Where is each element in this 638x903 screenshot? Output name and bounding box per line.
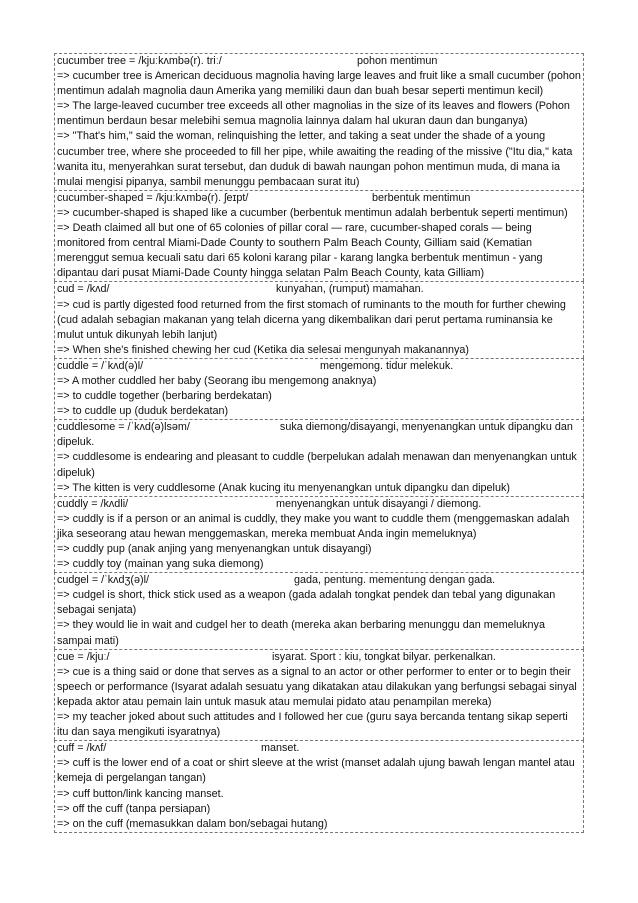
entry-cucumber-shaped	[54, 190, 584, 282]
example-line: => cuddly is if a person or an animal is cuddly, they make you want to cuddle them (menggemaskan adalah jika seseorang atau hewan menggemaskan, mereka membuat Anda ingin memeluknya)	[57, 512, 570, 540]
headword: cud = /kʌd/	[57, 283, 110, 296]
entry-cue	[54, 649, 584, 741]
example-line: => The kitten is very cuddlesome (Anak kucing itu menyenangkan untuk dipangku dan dipeluk)	[57, 481, 510, 494]
headword: cuddlesome = /ˈkʌd(ə)lsəm/	[57, 421, 190, 434]
headword: cuddle = /ˈkʌd(ə)l/	[57, 359, 144, 372]
example-line: => cuddly toy (mainan yang suka diemong)	[57, 558, 264, 571]
entry-head	[57, 650, 581, 665]
entry-cuddly	[54, 496, 584, 572]
translation: menyenangkan untuk disayangi / diemong.	[276, 497, 482, 510]
headword: cudgel = /ˈkʌdʒ(ə)l/	[57, 574, 149, 587]
example-line: => cud is partly digested food returned from the first stomach of ruminants to the mouth for further chewing (cud adalah sebagian makanan yang telah dicerna yang dikembalikan dari perut pertama ruminansia ke mulut untuk dikunyah lebih lanjut)	[57, 298, 566, 341]
example-line: => The large-leaved cucumber tree exceeds all other magnolias in the size of its leaves and flowers (Pohon mentimun berdaun besar melebihi semua magnolia lainnya dalam hal ukuran daun dan bunganya)	[57, 100, 570, 128]
example-line: => cuddly pup (anak anjing yang menyenangkan untuk disayangi)	[57, 543, 372, 555]
example-line: => Death claimed all but one of 65 colonies of pillar coral — rare, cucumber-shaped corals — being monitored from central Miami-Dade County to southern Palm Beach County, Gilliam said (Kematian merenggut semua kecuali satu dari 65 koloni karang pilar - karang langka berbentuk mentimun - yang dipantau dari pusat Miami-Dade County hingga selatan Palm Beach County, kata Gilliam)	[57, 222, 543, 280]
entry-head	[57, 497, 581, 512]
entry-cud	[54, 281, 584, 357]
entry-cuddlesome	[54, 419, 584, 495]
headword: cucumber-shaped = /kjuːkʌmbə(r). ʃeɪpt/	[57, 191, 249, 204]
entry-head	[57, 282, 581, 297]
translation: mengemong. tidur melekuk.	[320, 359, 454, 372]
dictionary-page	[54, 53, 584, 833]
example-line: => cuff button/link kancing manset.	[57, 787, 224, 800]
example-line: => to cuddle together (berbaring berdekatan)	[57, 390, 272, 403]
example-line: => on the cuff (memasukkan dalam bon/sebagai hutang)	[57, 817, 328, 830]
example-line: => off the cuff (tanpa persiapan)	[57, 802, 211, 815]
translation: isyarat. Sport : kiu, tongkat bilyar. perkenalkan.	[272, 650, 496, 663]
example-line: => my teacher joked about such attitudes and I followed her cue (guru saya bercanda tentang sikap seperti itu dan saya mengikuti isyaratnya)	[57, 711, 568, 739]
entry-head	[57, 741, 581, 756]
example-line: => A mother cuddled her baby (Seorang ibu mengemong anaknya)	[57, 374, 377, 387]
headword: cucumber tree = /kjuːkʌmbə(r). triː/	[57, 55, 222, 67]
translation: gada, pentung. mementung dengan gada.	[294, 574, 496, 587]
entry-cudgel	[54, 572, 584, 648]
entry-head	[57, 54, 581, 69]
headword: cuddly = /kʌdli/	[57, 497, 129, 510]
translation: berbentuk mentimun	[372, 191, 471, 204]
entry-head	[57, 420, 581, 450]
entry-cuddle	[54, 358, 584, 419]
headword: cue = /kjuː/	[57, 650, 110, 663]
entry-cucumber-tree	[54, 53, 584, 190]
example-line: => they would lie in wait and cudgel her to death (mereka akan berbaring menunggu dan memeluknya sampai mati)	[57, 619, 545, 647]
example-line: => When she's finished chewing her cud (Ketika dia selesai mengunyah makanannya)	[57, 343, 469, 356]
entry-cuff	[54, 740, 584, 833]
example-line: => cucumber tree is American deciduous magnolia having large leaves and fruit like a small cucumber (pohon mentimun adalah magnolia daun Amerika yang memiliki daun dan buah besar seperti mentimun kecil)	[57, 70, 581, 98]
entry-head	[57, 359, 581, 374]
translation: pohon mentimun	[357, 55, 438, 67]
example-line: => cuddlesome is endearing and pleasant to cuddle (berpelukan adalah menawan dan menyenangkan untuk dipeluk)	[57, 451, 577, 479]
headword: cuff = /kʌf/	[57, 742, 107, 755]
example-line: => "That's him," said the woman, relinquishing the letter, and taking a seat under the shade of a young cucumber tree, where she proceeded to fill her pipe, while awaiting the reading of the missive ("Itu dia," kata wanita itu, menyerahkan surat tersebut, dan duduk di bawah naungan pohon mentimun muda, di mana ia mulai mengisi pipanya, sambil menunggu pembacaan surat itu)	[57, 130, 573, 188]
entry-head	[57, 573, 581, 588]
example-line: => cuff is the lower end of a coat or shirt sleeve at the wrist (manset adalah ujung bawah lengan mantel atau kemeja di pergelangan tangan)	[57, 757, 575, 785]
example-line: => to cuddle up (duduk berdekatan)	[57, 405, 229, 418]
translation: manset.	[261, 742, 300, 755]
translation: kunyahan, (rumput) mamahan.	[276, 283, 424, 296]
example-line: => cudgel is short, thick stick used as a weapon (gada adalah tongkat pendek dan tebal yang digunakan sebagai senjata)	[57, 589, 556, 617]
example-line: => cue is a thing said or done that serves as a signal to an actor or other performer to enter or to begin their speech or performance (Isyarat adalah sesuatu yang dikatakan atau dilakukan yang berfungsi sebagai sinyal kepada aktor atau pemain lain untuk masuk atau memulai pidato atau penampilan mereka)	[57, 665, 577, 708]
entry-head	[57, 191, 581, 206]
translation: suka diemong/disayangi, menyenangkan untuk dipangku dan dipeluk.	[57, 421, 573, 449]
example-line: => cucumber-shaped is shaped like a cucumber (berbentuk mentimun adalah berbentuk seperti mentimun)	[57, 206, 568, 219]
